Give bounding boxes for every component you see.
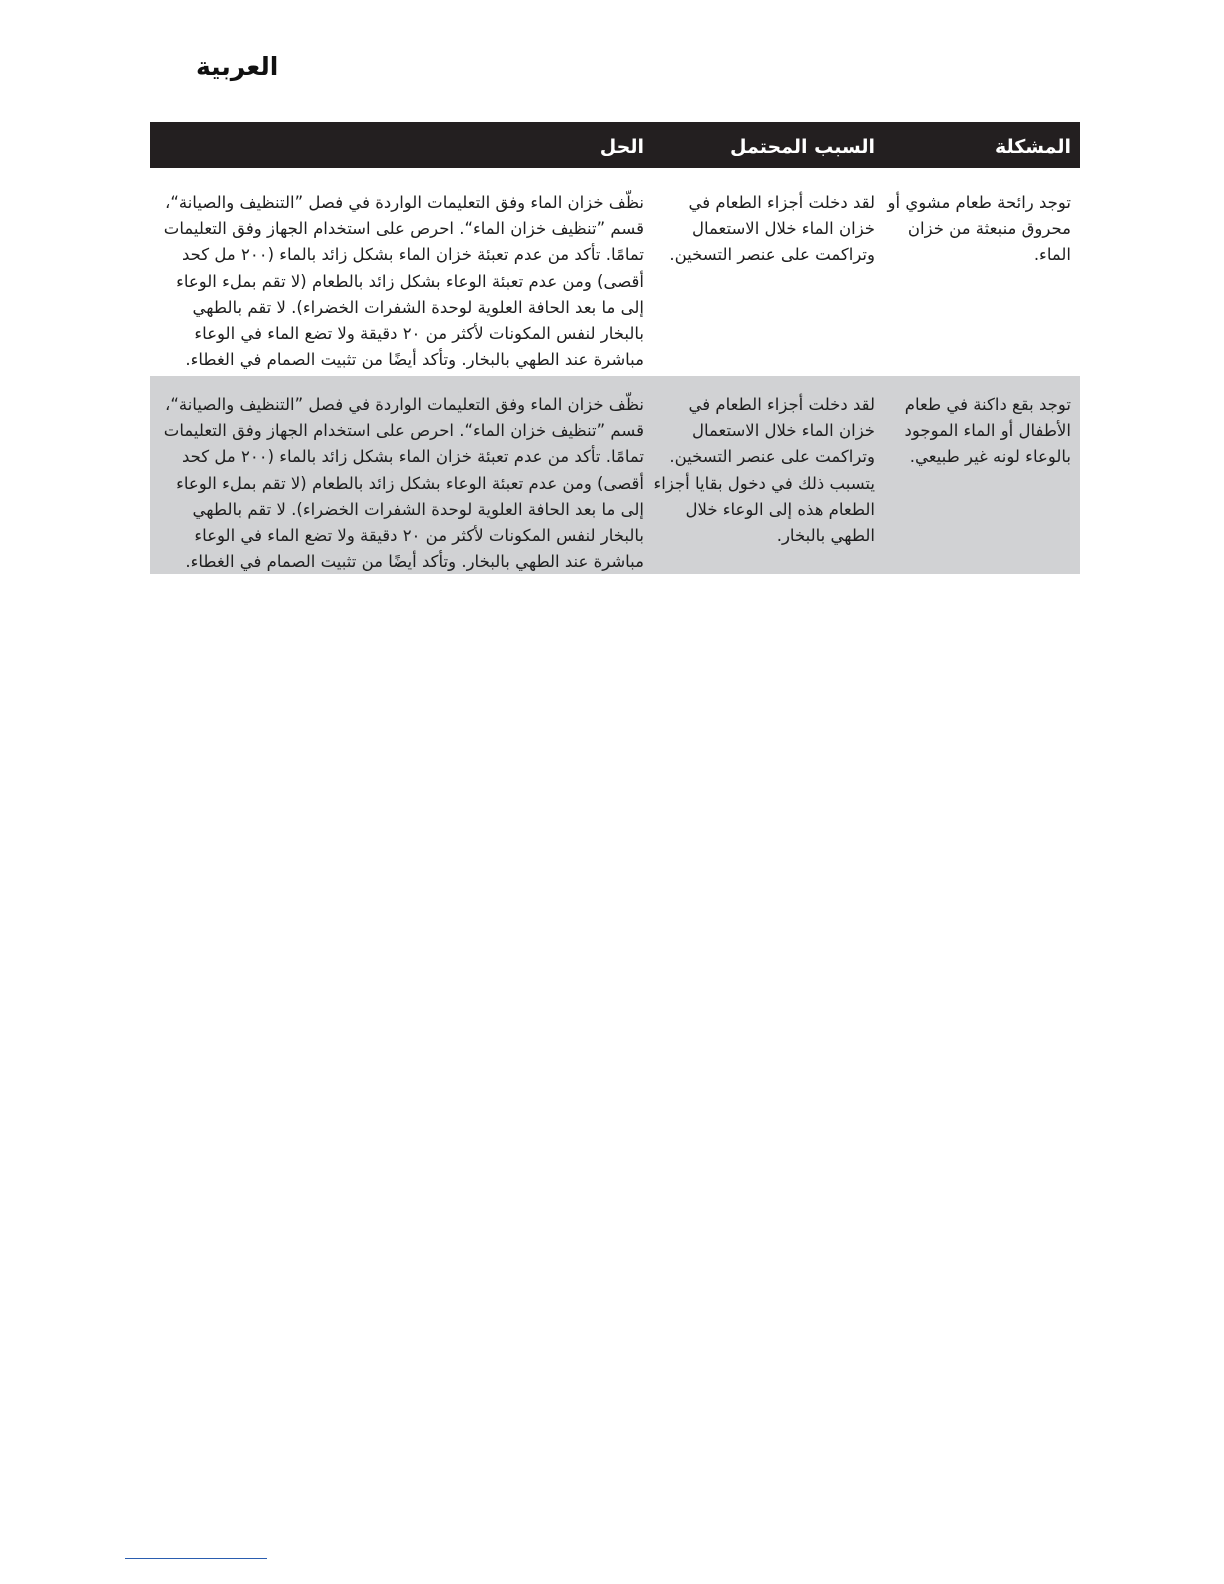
table-row [150, 376, 1080, 574]
header-problem: المشكلة [994, 136, 1071, 158]
footer-divider [125, 1558, 267, 1559]
problem-cell: توجد رائحة طعام مشوي أو محروق منبعثة من خزان الماء. [887, 193, 1071, 265]
table-row [150, 168, 1080, 376]
solution-cell: نظّف خزان الماء وفق التعليمات الواردة في فصل ”التنظيف والصيانة“، قسم ”تنظيف خزان الماء“. احرص على استخدام الجهاز وفق التعليمات تمامًا. تأكد من عدم تعبئة خزان الماء بشكل زائد بالماء (٢٠٠ مل كحد أقصى) ومن عدم تعبئة الوعاء بشكل زائد بالطعام (لا تقم بملء الوعاء إلى ما بعد الحافة العلوية لوحدة الشفرات الخضراء). لا تقم بالطهي بالبخار لنفس المكونات لأكثر من ٢٠ دقيقة ولا تضع الماء في الوعاء مباشرة عند الطهي بالبخار. وتأكد أيضًا من تثبيت الصمام في الغطاء. [163, 193, 644, 370]
header-cause: السبب المحتمل [730, 136, 875, 158]
cause-cell: لقد دخلت أجزاء الطعام في خزان الماء خلال الاستعمال وتراكمت على عنصر التسخين. يتسبب ذلك في دخول بقايا أجزاء الطعام هذه إلى الوعاء خلال الطهي بالبخار. [653, 395, 875, 546]
page-title: العربية [196, 52, 279, 81]
solution-cell: نظّف خزان الماء وفق التعليمات الواردة في فصل ”التنظيف والصيانة“، قسم ”تنظيف خزان الماء“. احرص على استخدام الجهاز وفق التعليمات تمامًا. تأكد من عدم تعبئة خزان الماء بشكل زائد بالماء (٢٠٠ مل كحد أقصى) ومن عدم تعبئة الوعاء بشكل زائد بالطعام (لا تقم بملء الوعاء إلى ما بعد الحافة العلوية لوحدة الشفرات الخضراء). لا تقم بالطهي بالبخار لنفس المكونات لأكثر من ٢٠ دقيقة ولا تضع الماء في الوعاء مباشرة عند الطهي بالبخار. وتأكد أيضًا من تثبيت الصمام في الغطاء. [163, 395, 644, 572]
troubleshooting-table [150, 122, 1080, 574]
cause-cell: لقد دخلت أجزاء الطعام في خزان الماء خلال الاستعمال وتراكمت على عنصر التسخين. [669, 193, 875, 265]
header-solution: الحل [599, 136, 644, 158]
table-header-row [150, 122, 1080, 168]
problem-cell: توجد بقع داكنة في طعام الأطفال أو الماء الموجود بالوعاء لونه غير طبيعي. [904, 395, 1071, 467]
